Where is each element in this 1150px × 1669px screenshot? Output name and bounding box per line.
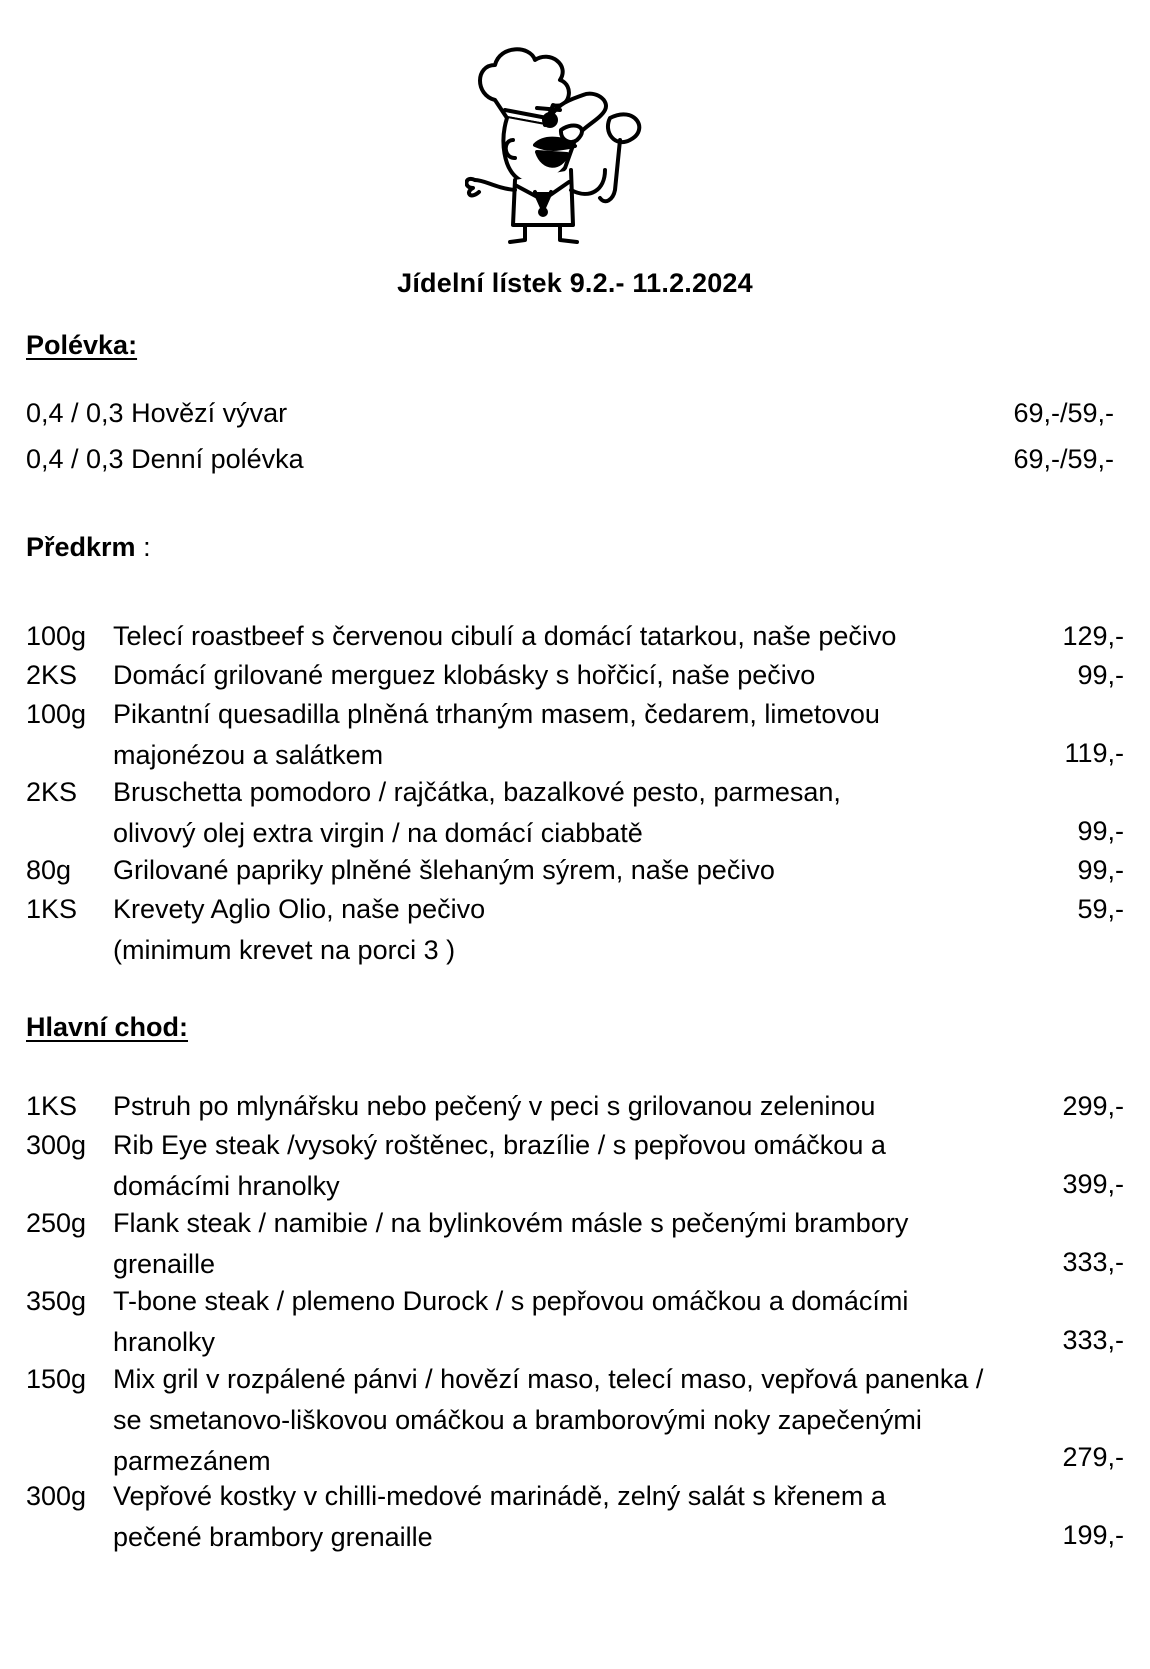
menu-item-description-line: Domácí grilované merguez klobásky s hořčicí, naše pečivo	[113, 660, 816, 690]
starter-heading-suffix: :	[135, 532, 151, 562]
menu-item-price: 199,-	[1062, 1520, 1124, 1550]
menu-item-description-line: Mix gril v rozpálené pánvi / hovězí maso, telecí maso, vepřová panenka /	[113, 1364, 984, 1394]
menu-item-description	[113, 655, 1073, 696]
menu-item-quantity: 1KS	[26, 894, 78, 924]
menu-item-quantity: 250g	[26, 1208, 87, 1238]
menu-item-description-line: grenaille	[113, 1249, 216, 1279]
menu-item-price: 99,-	[1077, 816, 1124, 846]
menu-item-quantity: 1KS	[26, 1091, 78, 1121]
menu-item-quantity: 2KS	[26, 777, 78, 807]
menu-item-quantity: 100g	[26, 621, 87, 651]
menu-item-description	[113, 1476, 1073, 1558]
menu-item-description-line: Vepřové kostky v chilli-medové marinádě, zelný salát s křenem a	[113, 1481, 886, 1511]
starter-heading-text: Předkrm	[26, 532, 136, 562]
menu-item-description	[113, 1086, 1073, 1127]
menu-item-price: 99,-	[1077, 855, 1124, 885]
menu-item-description-line: Telecí roastbeef s červenou cibulí a domácí tatarkou, naše pečivo	[113, 621, 897, 651]
menu-item-description-line: (minimum krevet na porci 3 )	[113, 935, 456, 965]
soup-item-price: 69,-/59,-	[1013, 398, 1114, 428]
menu-item-price: 279,-	[1062, 1442, 1124, 1472]
menu-item-price: 399,-	[1062, 1169, 1124, 1199]
menu-item-description-line: hranolky	[113, 1327, 216, 1357]
menu-item-description-line: T-bone steak / plemeno Durock / s pepřovou omáčkou a domácími	[113, 1286, 909, 1316]
main-heading	[26, 1012, 188, 1043]
menu-item-price: 333,-	[1062, 1247, 1124, 1277]
menu-item-price: 119,-	[1064, 738, 1124, 768]
menu-item-description	[113, 694, 1073, 776]
soup-item-name: 0,4 / 0,3 Hovězí vývar	[26, 398, 288, 428]
menu-item-price: 59,-	[1077, 894, 1124, 924]
menu-item-description	[113, 616, 1073, 657]
starter-heading	[26, 532, 151, 563]
menu-item-description-line: majonézou a salátkem	[113, 740, 384, 770]
menu-item-description	[113, 1359, 1073, 1482]
menu-item-description	[113, 772, 1073, 854]
menu-item-price: 129,-	[1062, 621, 1124, 651]
menu-title: Jídelní lístek 9.2.- 11.2.2024	[397, 268, 753, 298]
menu-item-description-line: Flank steak / namibie / na bylinkovém másle s pečenými brambory	[113, 1208, 909, 1238]
menu-item-description-line: parmezánem	[113, 1446, 271, 1476]
menu-item-description-line: Krevety Aglio Olio, naše pečivo	[113, 894, 486, 924]
menu-item-description	[113, 889, 1073, 971]
menu-item-quantity: 300g	[26, 1130, 87, 1160]
menu-item-description	[113, 1203, 1073, 1285]
menu-item-description-line: Grilované papriky plněné šlehaným sýrem, naše pečivo	[113, 855, 775, 885]
menu-item-description-line: Pikantní quesadilla plněná trhaným masem, čedarem, limetovou	[113, 699, 880, 729]
menu-item-description	[113, 850, 1073, 891]
menu-item-description	[113, 1281, 1073, 1363]
menu-item-price: 299,-	[1062, 1091, 1124, 1121]
menu-item-description-line: Pstruh po mlynářsku nebo pečený v peci s grilovanou zeleninou	[113, 1091, 876, 1121]
menu-item-quantity: 300g	[26, 1481, 87, 1511]
soup-item-name: 0,4 / 0,3 Denní polévka	[26, 444, 304, 474]
chef-illustration-icon	[465, 40, 685, 250]
menu-item-price: 333,-	[1062, 1325, 1124, 1355]
menu-item-quantity: 150g	[26, 1364, 87, 1394]
menu-item-quantity: 100g	[26, 699, 87, 729]
menu-item-quantity: 80g	[26, 855, 72, 885]
menu-item-description-line: domácími hranolky	[113, 1171, 340, 1201]
menu-item-description-line: se smetanovo-liškovou omáčkou a bramborovými noky zapečenými	[113, 1405, 922, 1435]
main-heading-text: Hlavní chod:	[26, 1012, 189, 1042]
soup-item-price: 69,-/59,-	[1013, 444, 1114, 474]
menu-item-description-line: Bruschetta pomodoro / rajčátka, bazalkové pesto, parmesan,	[113, 777, 841, 807]
menu-item-quantity: 350g	[26, 1286, 87, 1316]
menu-item-description	[113, 1125, 1073, 1207]
soup-heading-text: Polévka:	[26, 330, 138, 360]
menu-item-description-line: pečené brambory grenaille	[113, 1522, 433, 1552]
menu-item-price: 99,-	[1077, 660, 1124, 690]
menu-item-description-line: olivový olej extra virgin / na domácí ciabbatě	[113, 818, 643, 848]
menu-item-description-line: Rib Eye steak /vysoký roštěnec, brazílie / s pepřovou omáčkou a	[113, 1130, 886, 1160]
soup-heading	[26, 330, 137, 361]
menu-item-quantity: 2KS	[26, 660, 78, 690]
